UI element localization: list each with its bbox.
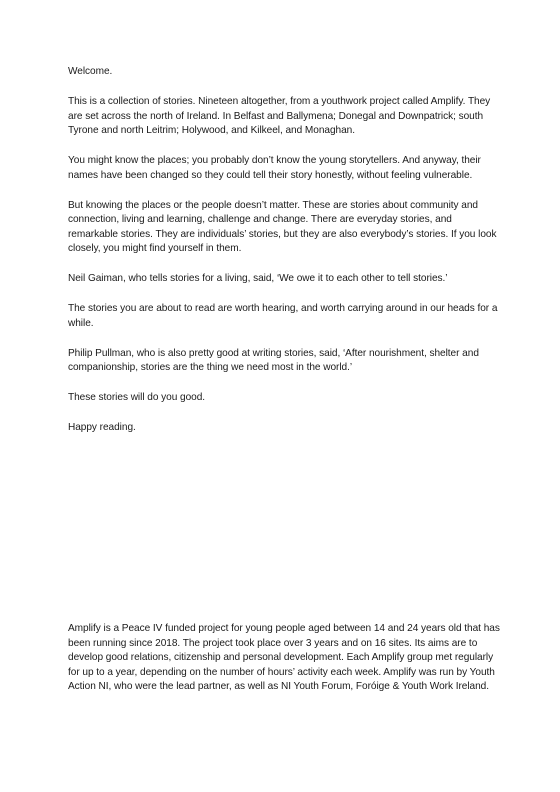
paragraph-worth-hearing: The stories you are about to read are worth hearing, and worth carrying around in our heads for a while. [68,303,498,329]
intro-section [68,65,500,451]
footer-note: Amplify is a Peace IV funded project for young people aged between 14 and 24 years old that has been running since 2018. The project took place over 3 years and on 16 sites. Its aims are to develop good relations, citizenship and personal development. Each Amplify group met regularly for up to a year, depending on the number of hours’ activity each week. Amplify was run by Youth Action NI, who were the lead partner, as well as NI Youth Forum, Foróige & Youth Work Ireland. [68,623,500,692]
paragraph-gaiman-quote: Neil Gaiman, who tells stories for a living, said, ‘We owe it to each other to tell stories.’ [68,273,448,284]
greeting: Welcome. [68,66,113,77]
paragraph-happy-reading: Happy reading. [68,422,136,433]
paragraph-collection: This is a collection of stories. Nineteen altogether, from a youthwork project called Amplify. They are set across the north of Ireland. In Belfast and Ballymena; Donegal and Downpatrick; south Tyrone and north Leitrim; Holywood, and Kilkeel, and Monaghan. [68,96,491,136]
paragraph-storytellers: You might know the places; you probably don’t know the young storytellers. And anyway, their names have been changed so they could tell their story honestly, without feeling vulnerable. [68,155,481,181]
paragraph-community: But knowing the places or the people doesn’t matter. These are stories about community and connection, living and learning, challenge and change. There are everyday stories, and remarkable stories. They are individuals’ stories, but they are also everybody’s stories. If you look closely, you might find yourself in them. [68,199,497,254]
footer-section [68,622,500,695]
paragraph-do-you-good: These stories will do you good. [68,392,206,403]
paragraph-pullman-quote: Philip Pullman, who is also pretty good at writing stories, said, ‘After nourishment, shelter and companionship, stories are the thing we need most in the world.’ [68,347,479,373]
